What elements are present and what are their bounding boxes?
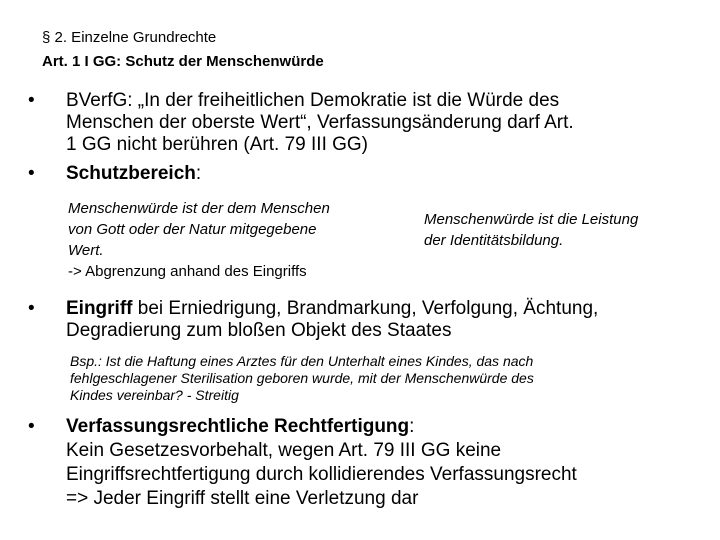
bullet-text-line: => Jeder Eingriff stellt eine Verletzung dar [66,488,419,509]
bullet-marker: • [28,90,35,111]
bullet-text-line: Kein Gesetzesvorbehalt, wegen Art. 79 III GG keine [66,440,502,461]
bullet-heading: Verfassungsrechtliche Rechtfertigung [66,416,410,437]
schutzbereich-note-right [424,209,638,251]
bullet-marker: • [28,298,35,319]
bullet-heading: Eingriff [66,298,133,319]
note-line: der Identitätsbildung. [424,232,564,249]
bullet-text: bei Erniedrigung, Brandmarkung, Verfolgung, Ächtung, [132,298,599,319]
note-line: Wert. [68,242,104,259]
bullet-text-line: Eingriffsrechtfertigung durch kollidierendes Verfassungsrecht [66,464,577,485]
bullet-eingriff [28,298,599,342]
bullet-marker: • [28,163,35,184]
bullet-schutzbereich [28,163,202,185]
example-line: Kindes vereinbar? - Streitig [70,387,239,403]
note-line: Menschenwürde ist die Leistung [424,211,639,228]
bullet-heading-suffix: : [195,163,202,184]
page-title: Art. 1 I GG: Schutz der Menschenwürde [42,53,324,70]
bullet-heading: Schutzbereich [66,163,196,184]
bullet-bverfg [28,90,574,156]
bullet-rechtfertigung [28,415,577,511]
example-line: fehlgeschlagener Sterilisation geboren wurde, mit der Menschenwürde des [70,370,534,386]
note-line: Menschenwürde ist der dem Menschen [68,200,330,217]
bullet-text-line: Degradierung zum bloßen Objekt des Staates [66,320,452,341]
schutzbereich-note-left [68,198,330,282]
example-line: Bsp.: Ist die Haftung eines Arztes für den Unterhalt eines Kindes, das nach [70,353,534,369]
bullet-text-line: Menschen der oberste Wert“, Verfassungsänderung darf Art. [66,112,574,133]
bullet-text-line: BVerfG: „In der freiheitlichen Demokratie ist die Würde des [66,90,560,111]
note-line: von Gott oder der Natur mitgegebene [68,221,317,238]
bullet-marker: • [28,416,35,437]
bullet-heading-suffix: : [409,416,415,437]
section-heading: § 2. Einzelne Grundrechte [42,29,217,46]
bullet-text-line: 1 GG nicht berühren (Art. 79 III GG) [66,134,369,155]
note-line-abgrenzung: -> Abgrenzung anhand des Eingriffs [68,263,307,280]
example-note [70,353,534,404]
